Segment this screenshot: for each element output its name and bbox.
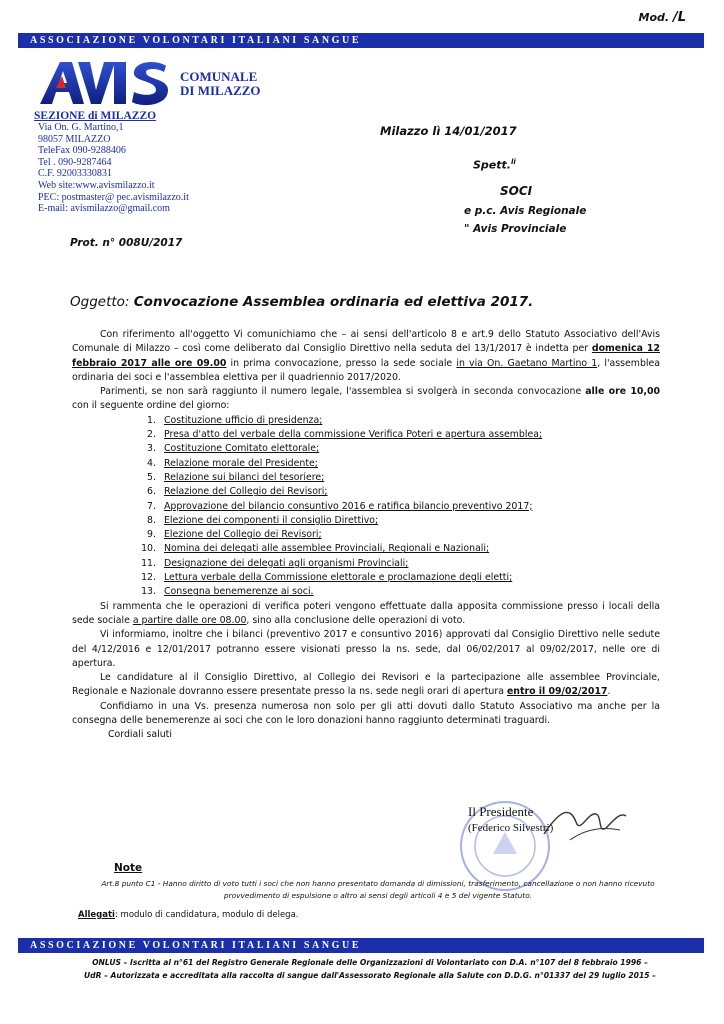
contact-line: E-mail: avismilazzo@gmail.com [38, 203, 170, 215]
agenda-item: 4. Relazione morale del Presidente; [147, 457, 318, 469]
signature-name: (Federico Silvestri) [468, 822, 554, 834]
agenda-item: 3. Costituzione Comitato elettorale; [147, 443, 320, 455]
paragraph: Confidiamo in una Vs. presenza numerosa non solo per gli atti dovuti dallo Statuto Associativo ma anche per la consegna delle benemerenze ai soci che con le loro donazioni hanno raggiunto determinati traguardi. [72, 700, 660, 727]
recipient-spett: Spett.$^{li}$ [473, 158, 516, 172]
notes-text: Art.8 punto C1 - Hanno diritto di voto tutti i soci che non hanno presentato domanda di dimissioni, trasferimento, cancellazione o non hanno ricevuto provvedimento di espulsione o altro ai sensi degli articoli 4 e 5 del vigente Statuto. [101, 879, 655, 900]
paragraph: Con riferimento all'oggetto Vi comunichiamo che – ai sensi dell'articolo 8 e art.9 dello Statuto Associativo dell'Avis Comunale di Milazzo – così come deliberato dal Consiglio Direttivo nella seduta del 13/1/2017 è indetta per domenica 12 febbraio 2017 alle ore 09.00 in prima convocazione, presso la sede sociale in via On. Gaetano Martino 1, l'assemblea ordinaria dei soci e l'assemblea elettiva per il quadriennio 2017/2020. [72, 329, 661, 383]
section-name: COMUNALE DI MILAZZO [180, 69, 261, 98]
agenda-item: 11. Designazione dei delegati agli organismi Provinciali; [141, 557, 409, 569]
agenda-item: 5. Relazione sui bilanci del tesoriere; [147, 471, 325, 483]
notes-heading: Note [114, 862, 143, 874]
contact-line: PEC: postmaster@ pec.avismilazzo.it [38, 191, 189, 203]
agenda-item: 13. Consegna benemerenze ai soci. [141, 586, 314, 598]
footer-band: ASSOCIAZIONE VOLONTARI ITALIANI SANGUE [18, 938, 704, 953]
header-band: ASSOCIAZIONE VOLONTARI ITALIANI SANGUE [18, 33, 704, 48]
agenda-item: 6. Relazione del Collegio dei Revisori; [147, 486, 328, 498]
subject-line: Oggetto: Convocazione Assemblea ordinaria ed elettiva 2017. [70, 294, 534, 310]
attachments: Allegati: modulo di candidatura, modulo di delega. [78, 910, 299, 920]
agenda-item: 8. Elezione dei componenti il consiglio Direttivo; [147, 514, 379, 526]
agenda-list [134, 414, 660, 600]
paragraph: Vi informiamo, inoltre che i bilanci (preventivo 2017 e consuntivo 2016) approvati dal Consiglio Direttivo nelle sedute del 4/12/2016 e 12/01/2017 potranno essere visionati presso la ns. sede, dal 06/02/2017 al 09/02/2017, nelle ore di apertura. [72, 629, 660, 669]
letter-body [72, 328, 660, 743]
closing: Cordiali saluti [108, 729, 172, 741]
contact-line: TeleFax 090-9288406 [38, 145, 126, 157]
agenda-item: 1. Costituzione ufficio di presidenza; [147, 414, 323, 426]
agenda-item: 7. Approvazione del bilancio consuntivo 2016 e ratifica bilancio preventivo 2017; [147, 500, 533, 512]
agenda-item: 10. Nomina dei delegati alle assemblee Provinciali, Regionali e Nazionali; [141, 543, 490, 555]
avis-logo [38, 58, 170, 108]
paragraph: Parimenti, se non sarà raggiunto il numero legale, l'assemblea si svolgerà in seconda convocazione alle ore 10,00 con il seguente ordine del giorno: [72, 386, 660, 412]
contact-line: Via On. G. Martino,1 [38, 122, 124, 133]
contact-line: 98057 MILAZZO [38, 133, 111, 145]
contact-block [38, 122, 189, 215]
sezione-title: SEZIONE di MILAZZO [34, 110, 157, 122]
paragraph: Le candidature al il Consiglio Direttivo, al Collegio dei Revisori e la partecipazione alle assemblee Provinciale, Regionale e Nazionale dovranno essere presentate presso la ns. sede negli orari di apertura entro il 09/02/2017. [72, 672, 660, 698]
agenda-item: 9. Elezione del Collegio dei Revisori; [147, 529, 322, 541]
paragraph: Si rammenta che le operazioni di verifica poteri vengono effettuate dalla apposita commissione presso i locali della sede sociale a partire dalle ore 08.00, sino alla conclusione delle operazioni di voto. [72, 600, 660, 626]
contact-line: Tel . 090-9287464 [38, 156, 112, 168]
recipient-soci: SOCI [500, 184, 533, 198]
protocol-number: Prot. n° 008U/2017 [70, 237, 183, 249]
recipient-provinciale: " Avis Provinciale [464, 223, 567, 235]
contact-line: C.F. 92003330831 [38, 168, 112, 180]
agenda-item: 12. Lettura verbale della Commissione elettorale e proclamazione degli eletti; [141, 572, 513, 584]
letter-date: Milazzo lì 14/01/2017 [380, 124, 517, 138]
agenda-item: 2. Presa d'atto del verbale della commissione Verifica Poteri e apertura assemblea; [147, 429, 543, 441]
contact-line: Web site:www.avismilazzo.it [38, 179, 155, 191]
recipient-regionale: e p.c. Avis Regionale [464, 205, 587, 217]
handwritten-signature-icon [540, 800, 630, 850]
form-code: Mod. /L [638, 10, 686, 25]
signature-title: Il Presidente [468, 804, 534, 819]
footer-text: ONLUS – Iscritta al n°61 del Registro Generale Regionale delle Organizzazioni di Volontariato con D.A. n°107 del 8 febbraio 1996 – UdR – Autorizzata e accreditata alla raccolta di sangue dall'Assessorato Regionale alla Salute con D.D.G. n°01337 del 29 luglio 2015 – [84, 958, 656, 980]
